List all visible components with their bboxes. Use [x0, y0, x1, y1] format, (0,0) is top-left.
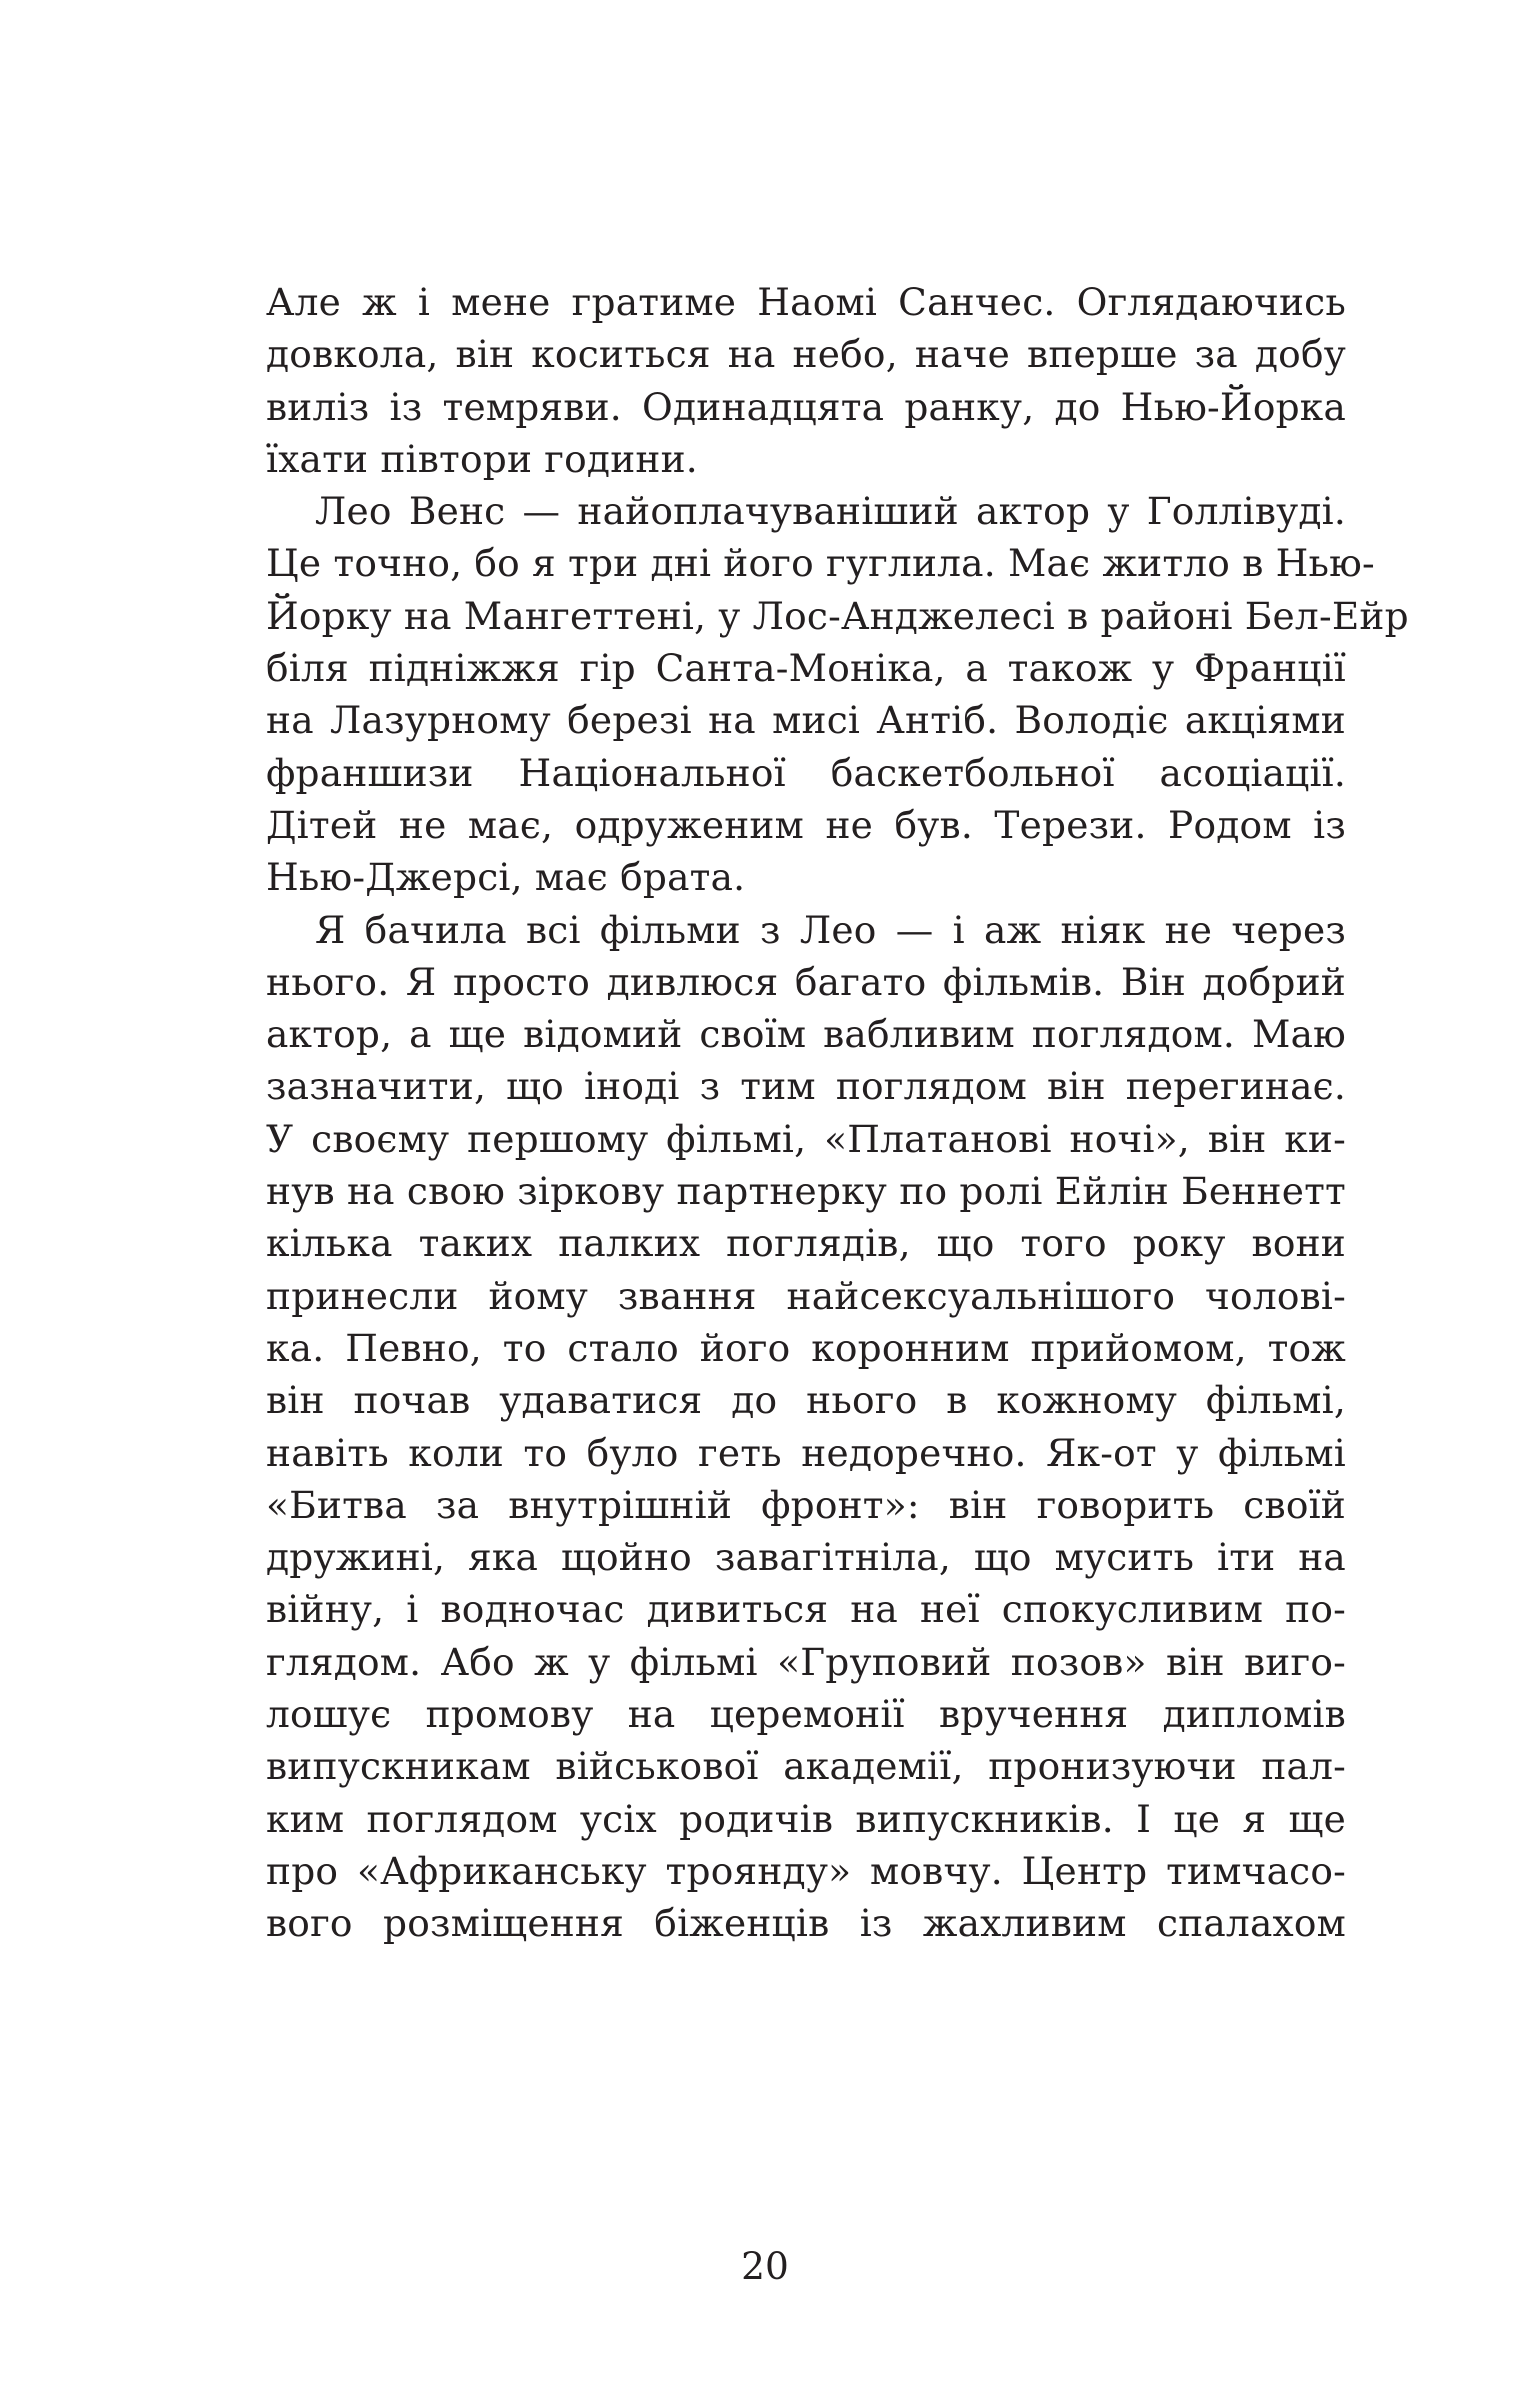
text-line: вого розміщення біженців із жахливим спалахом	[266, 1901, 1346, 1946]
text-line: він почав удаватися до нього в кожному фільмі,	[266, 1378, 1346, 1423]
text-line: «Битва за внутрішній фронт»: він говорить своїй	[266, 1482, 1346, 1527]
text-line: кілька таких палких поглядів, що того року вони	[266, 1221, 1346, 1266]
text-line: навіть коли то було геть недоречно. Як-от у фільмі	[266, 1430, 1346, 1475]
text-line: про «Африканську троянду» мовчу. Центр тимчасо-	[266, 1848, 1346, 1893]
text-line: нього. Я просто дивлюся багато фільмів. Він добрий	[266, 959, 1346, 1004]
text-line: У своєму першому фільмі, «Платанові ночі», він ки-	[266, 1116, 1346, 1161]
text-line: франшизи Національної баскетбольної асоціації.	[266, 750, 1346, 795]
text-line: Дітей не має, одруженим не був. Терези. Родом із	[266, 802, 1346, 847]
text-line: дружині, яка щойно завагітніла, що мусить іти на	[266, 1535, 1346, 1580]
text-line: їхати півтори години.	[266, 436, 698, 481]
text-line: Нью-Джерсі, має брата.	[266, 855, 746, 900]
text-line: Це точно, бо я три дні його гуглила. Має житло в Нью-	[266, 541, 1375, 586]
text-line: нув на свою зіркову партнерку по ролі Ейлін Беннетт	[266, 1169, 1346, 1214]
text-line: ким поглядом усіх родичів випускників. І це я ще	[266, 1796, 1346, 1841]
text-line: війну, і водночас дивиться на неї спокусливим по-	[266, 1587, 1346, 1632]
text-line: довкола, він коситься на небо, наче вперше за добу	[266, 332, 1346, 377]
text-line: Лео Венс — найоплачуваніший актор у Голлівуді.	[315, 489, 1346, 534]
text-line: Йорку на Мангеттені, у Лос-Анджелесі в районі Бел-Ейр	[266, 593, 1409, 638]
text-line: біля підніжжя гір Санта-Моніка, а також у Франції	[266, 646, 1346, 691]
body-text	[266, 276, 1409, 1950]
text-line: Я бачила всі фільми з Лео — і аж ніяк не через	[315, 907, 1346, 952]
text-line: зазначити, що іноді з тим поглядом він перегинає.	[266, 1064, 1346, 1109]
text-line: глядом. Або ж у фільмі «Груповий позов» він виго-	[266, 1639, 1346, 1684]
text-line: принесли йому звання найсексуальнішого чолові-	[266, 1273, 1346, 1318]
text-line: на Лазурному березі на мисі Антіб. Володіє акціями	[266, 698, 1346, 743]
text-line: актор, а ще відомий своїм вабливим поглядом. Маю	[266, 1012, 1346, 1057]
text-line: Але ж і мене гратиме Наомі Санчес. Оглядаючись	[266, 280, 1346, 324]
text-line: ка. Певно, то стало його коронним прийомом, тож	[266, 1325, 1346, 1370]
text-line: лошує промову на церемонії вручення дипломів	[266, 1692, 1346, 1737]
page-number: 20	[741, 2244, 789, 2288]
text-line: виліз із темряви. Одинадцята ранку, до Нью-Йорка	[266, 384, 1346, 429]
text-line: випускникам військової академії, пронизуючи пал-	[266, 1744, 1346, 1789]
